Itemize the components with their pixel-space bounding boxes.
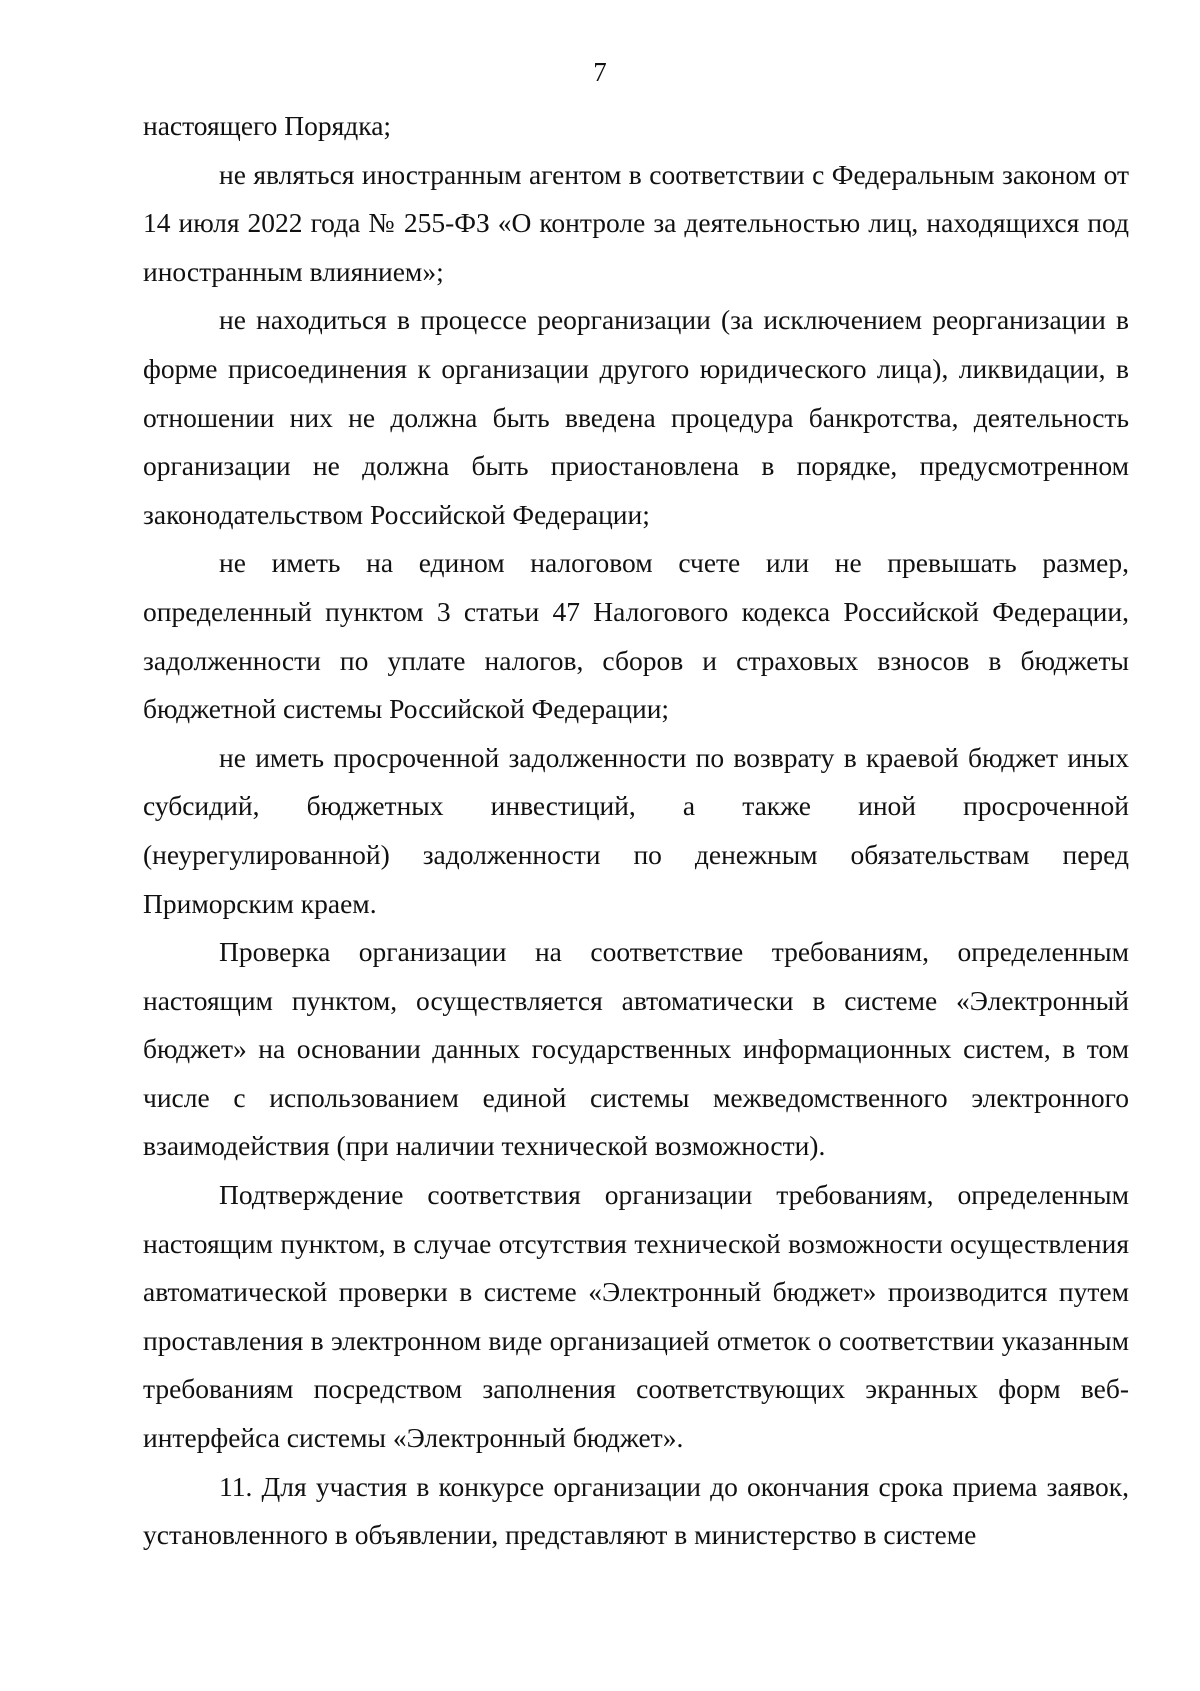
- paragraph-continuation: настоящего Порядка;: [143, 110, 392, 141]
- document-body: [143, 102, 1129, 1560]
- paragraph-reorganization: не находиться в процессе реорганизации (за исключением реорганизации в форме присоединения к организации другого юридического лица), ликвидации, в отношении них не должна быть введена процедура банкротства, деятельность организации не должна быть приостановлена в порядке, предусмотренном законодательством Российской Федерации;: [143, 304, 1129, 530]
- paragraph-tax-debt: не иметь на едином налоговом счете или не превышать размер, определенный пунктом 3 статьи 47 Налогового кодекса Российской Федерации, задолженности по уплате налогов, сборов и страховых взносов в бюджеты бюджетной системы Российской Федерации;: [143, 547, 1129, 725]
- paragraph-manual-confirmation: Подтверждение соответствия организации требованиям, определенным настоящим пунктом, в случае отсутствия технической возможности осуществления автоматической проверки в системе «Электронный бюджет» производится путем проставления в электронном виде организацией отметок о соответствии указанным требованиям посредством заполнения соответствующих экранных форм веб-интерфейса системы «Электронный бюджет».: [143, 1179, 1129, 1454]
- paragraph-automatic-check: Проверка организации на соответствие требованиям, определенным настоящим пунктом, осуществляется автоматически в системе «Электронный бюджет» на основании данных государственных информационных систем, в том числе с использованием единой системы межведомственного электронного взаимодействия (при наличии технической возможности).: [143, 936, 1129, 1162]
- paragraph-foreign-agent: не являться иностранным агентом в соответствии с Федеральным законом от 14 июля 2022 года № 255-ФЗ «О контроле за деятельностью лиц, находящихся под иностранным влиянием»;: [143, 158, 1129, 287]
- paragraph-overdue-debt: не иметь просроченной задолженности по возврату в краевой бюджет иных субсидий, бюджетных инвестиций, а также иной просроченной (неурегулированной) задолженности по денежным обязательствам перед Приморским краем.: [143, 741, 1129, 919]
- paragraph-item-11: 11. Для участия в конкурсе организации до окончания срока приема заявок, установленного в объявлении, представляют в министерство в системе: [143, 1470, 1129, 1551]
- page-number: 7: [593, 57, 607, 87]
